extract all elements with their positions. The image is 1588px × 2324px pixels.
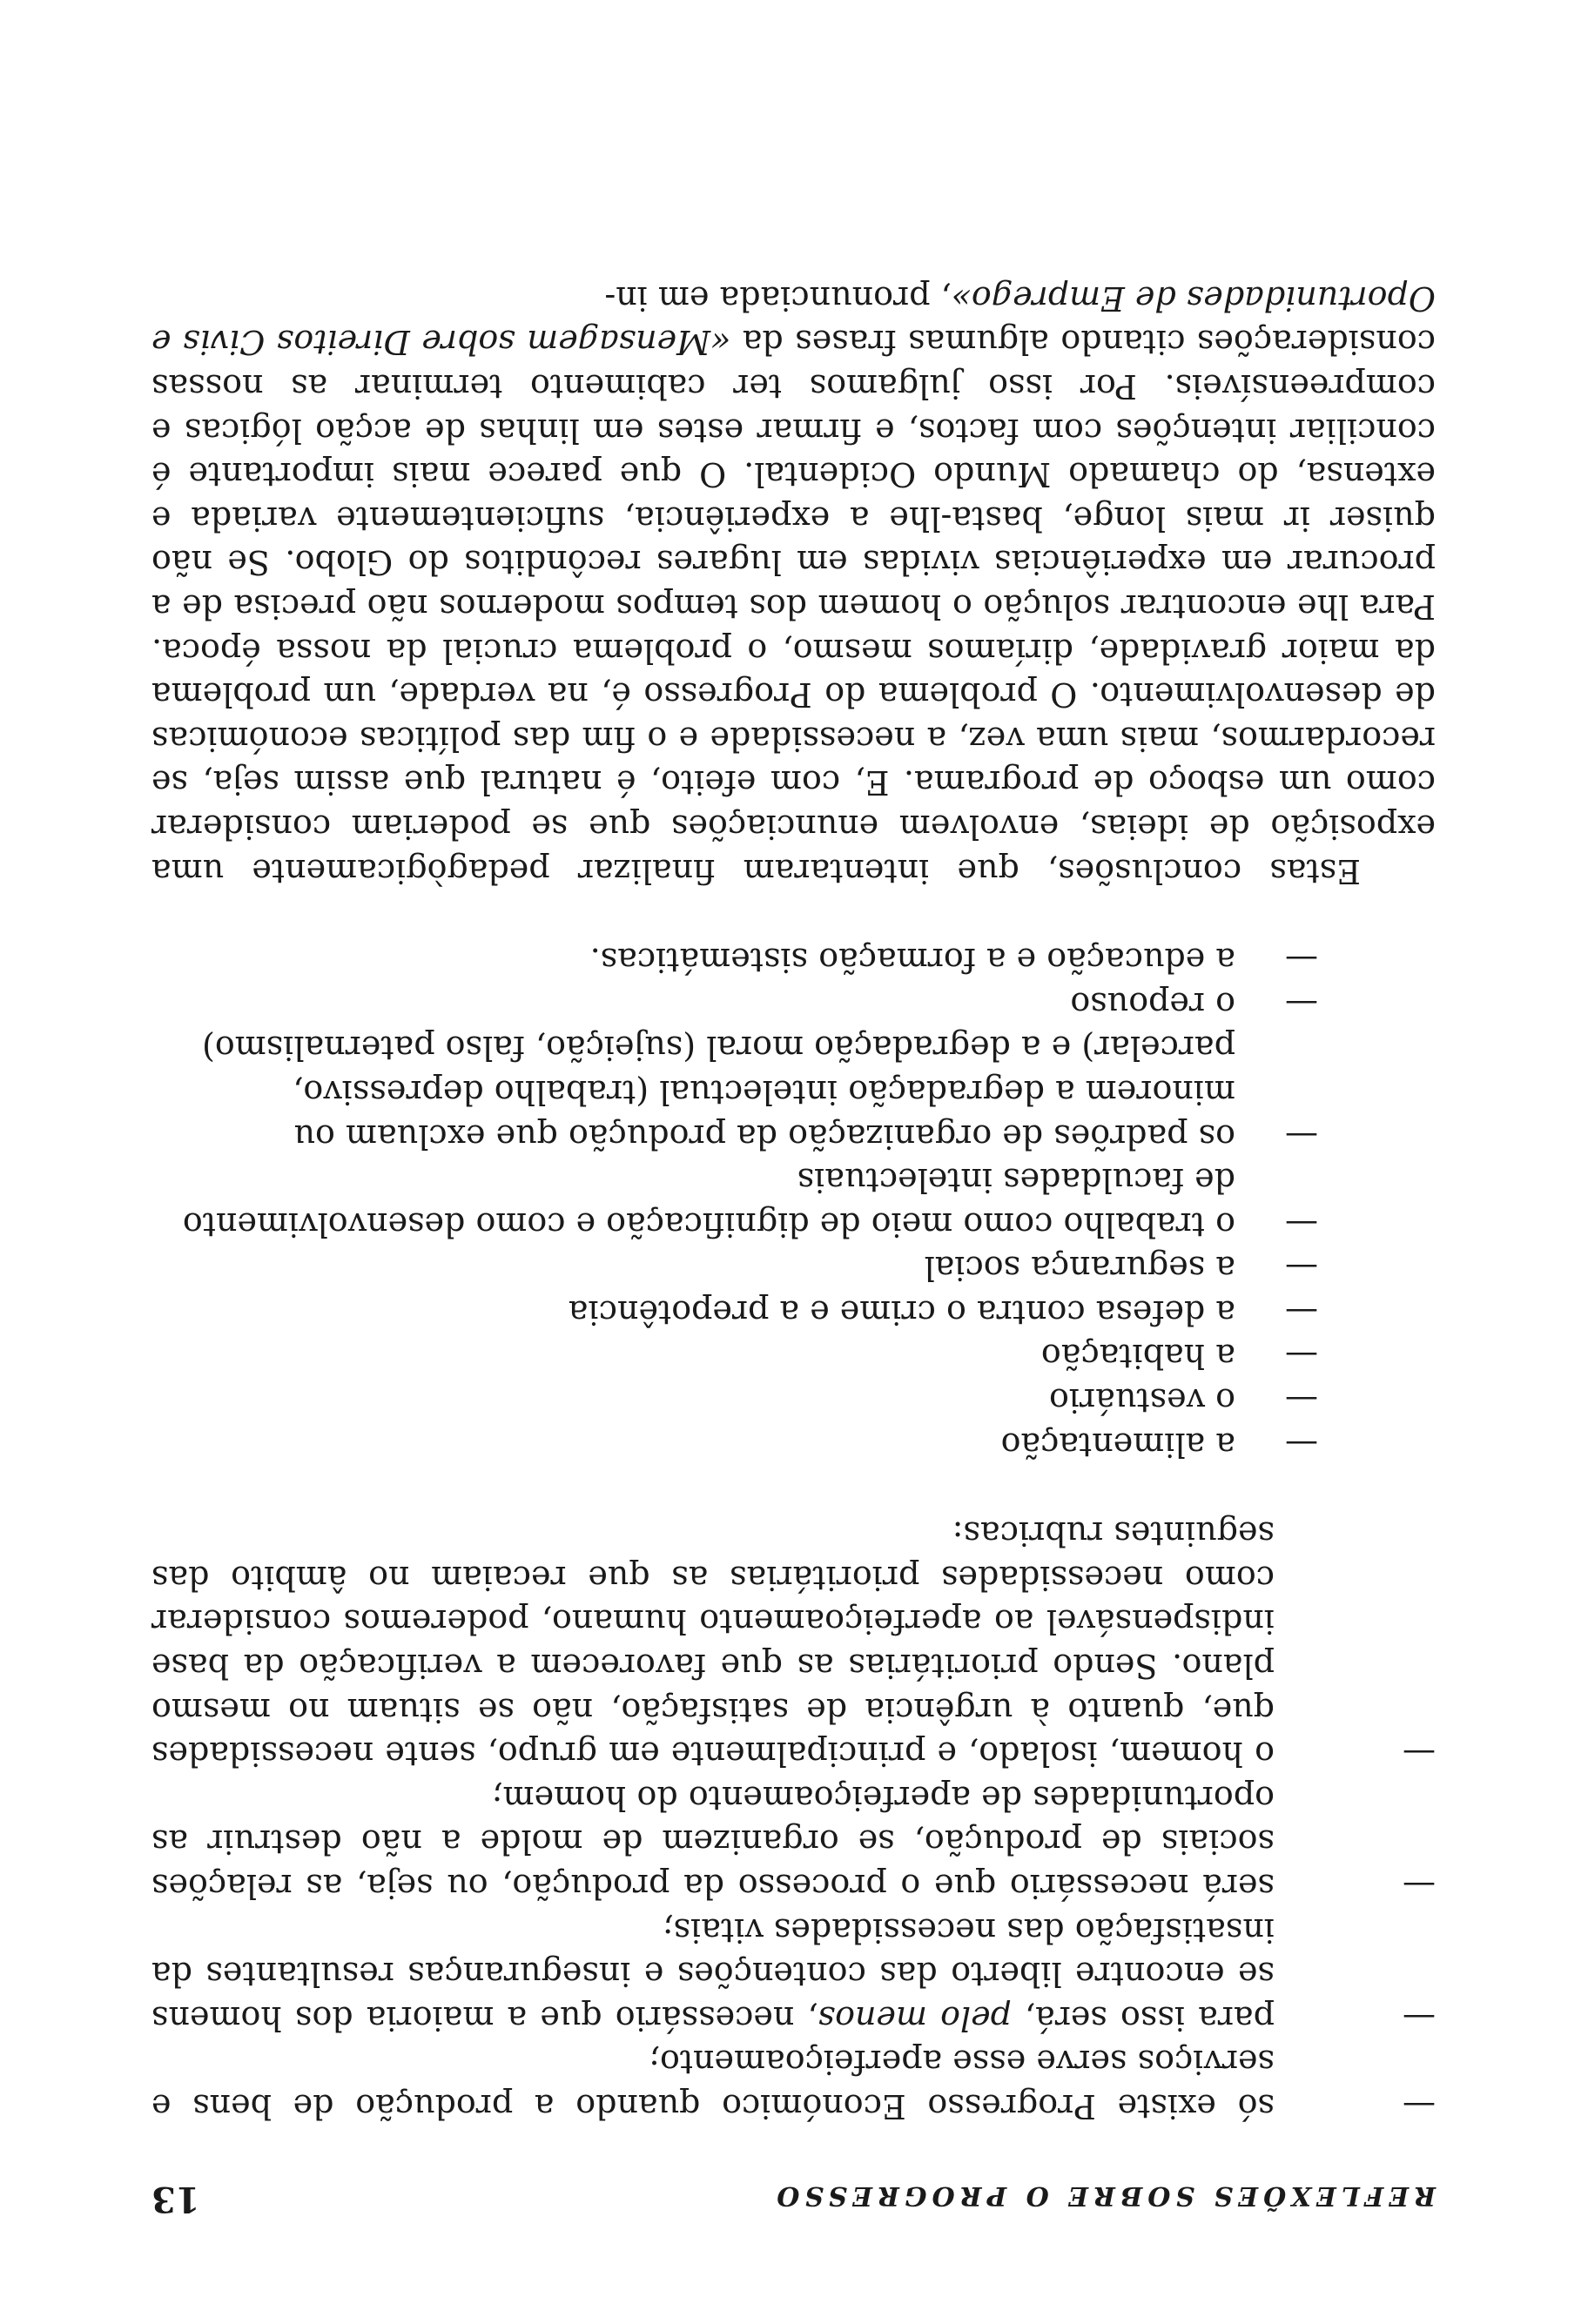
rubric-text: a segurança social	[924, 1249, 1235, 1288]
rubric-item	[151, 982, 1436, 1026]
rubric-item	[151, 1290, 1436, 1334]
closing-paragraph	[151, 276, 1436, 892]
rubric-text: os padrões de organização da produção que excluam ou minorem a degradação intelectual (trabalho depressivo, parcelar) e a degradação moral (sujeição, falso paternalismo)	[202, 1029, 1235, 1156]
em-dash: —	[1285, 1117, 1318, 1156]
page-content	[151, 276, 1436, 2220]
rubric-item	[151, 1379, 1436, 1423]
list-item	[151, 1908, 1436, 2040]
list-item-text: só existe Progresso Económico quando a produção de bens e serviços serve esse aperfeiçoamento;	[151, 2043, 1275, 2126]
list-item-text-start: para isso será,	[1011, 1998, 1275, 2038]
running-title: REFLEXÕES SOBRE O PROGRESSO	[771, 2180, 1436, 2211]
rubric-text: a educação e a formação sistemáticas.	[589, 941, 1235, 980]
rubric-item	[151, 1159, 1436, 1246]
page-number: 13	[151, 2179, 200, 2220]
running-head	[151, 2179, 1436, 2220]
rubric-item	[151, 1334, 1436, 1379]
rubric-text: o vestuário	[1048, 1381, 1235, 1421]
rubric-item	[151, 1422, 1436, 1467]
rubric-text: a habitação	[1040, 1337, 1235, 1376]
em-dash: —	[1285, 1249, 1318, 1288]
list-item-text: será necessário que o processo da produção, ou seja, as relações sociais de produção, se organizem de molde a não destruir as oportunidades de aperfeiçoamento do homem;	[151, 1778, 1275, 1906]
list-item	[151, 1512, 1436, 1777]
rubric-text: a defesa contra o crime e a prepotência	[568, 1293, 1235, 1332]
rubric-item	[151, 938, 1436, 983]
emphasis-text: pelo menos	[818, 1998, 1012, 2038]
em-dash: —	[1285, 1293, 1318, 1332]
em-dash: —	[1285, 941, 1318, 980]
em-dash: —	[1403, 1998, 1436, 2038]
rubric-item	[151, 1026, 1436, 1159]
list-item-text: o homem, isolado, e principalmente em grupo, sente necessidades que, quanto à urgência de satisfação, não se situam no mesmo plano. Sendo prioritárias as que favorecem a verificação da base indispensável ao aperfeiçoamento humano, poderemos considerar como necessidades prioritárias as que recaiam no âmbito das seguintes rubricas:	[151, 1515, 1275, 1774]
em-dash: —	[1285, 1337, 1318, 1376]
em-dash: —	[1403, 2087, 1436, 2126]
em-dash: —	[1285, 1205, 1318, 1244]
rubric-text: a alimentação	[1000, 1425, 1235, 1464]
list-item-text-end: , necessário que a maioria dos homens se encontre liberto das contenções e inseguranças resultantes da insatisfação das necessidades vitais;	[151, 1911, 1275, 2038]
rubric-text: o trabalho como meio de dignificação e como desenvolvimento de faculdades intelectuais	[182, 1161, 1235, 1244]
quoted-title: «Mensagem sobre Direitos Civis e Oportunidades de Emprego»	[151, 279, 1436, 362]
closing-text-start: Estas conclusões, que intentaram finalizar pedagògicamente uma exposição de ideias, envolvem enunciações que se poderiam considerar como um esboço de programa. E, com efeito, é natural que assim seja, se recordarmos, mais uma vez, a necessidade e o fim das políticas económicas de desenvolvimento. O problema do Progresso é, na verdade, um problema da maior gravidade, diríamos mesmo, o problema crucial da nossa época. Para lhe encontrar solução o homem dos tempos modernos não precisa de a procurar em experiências vividas em lugares recônditos do Globo. Se não quiser ir mais longe, basta-lhe a experiência, suficientemente variada e extensa, do chamado Mundo Ocidental. O que parece mais importante é conciliar intenções com factos, e firmar estes em linhas de acção lógicas e compreensíveis. Por isso julgamos ter cabimento terminar as nossas considerações citando algumas frases da	[151, 323, 1436, 890]
closing-text-end: , pronunciada em in-	[604, 279, 952, 318]
em-dash: —	[1403, 1735, 1436, 1774]
em-dash: —	[1285, 1381, 1318, 1421]
list-item	[151, 2040, 1436, 2128]
em-dash: —	[1285, 1425, 1318, 1464]
list-item	[151, 1776, 1436, 1908]
rubric-text: o repouso	[1070, 984, 1235, 1024]
em-dash: —	[1285, 984, 1318, 1024]
rubric-item	[151, 1246, 1436, 1291]
em-dash: —	[1403, 1867, 1436, 1906]
